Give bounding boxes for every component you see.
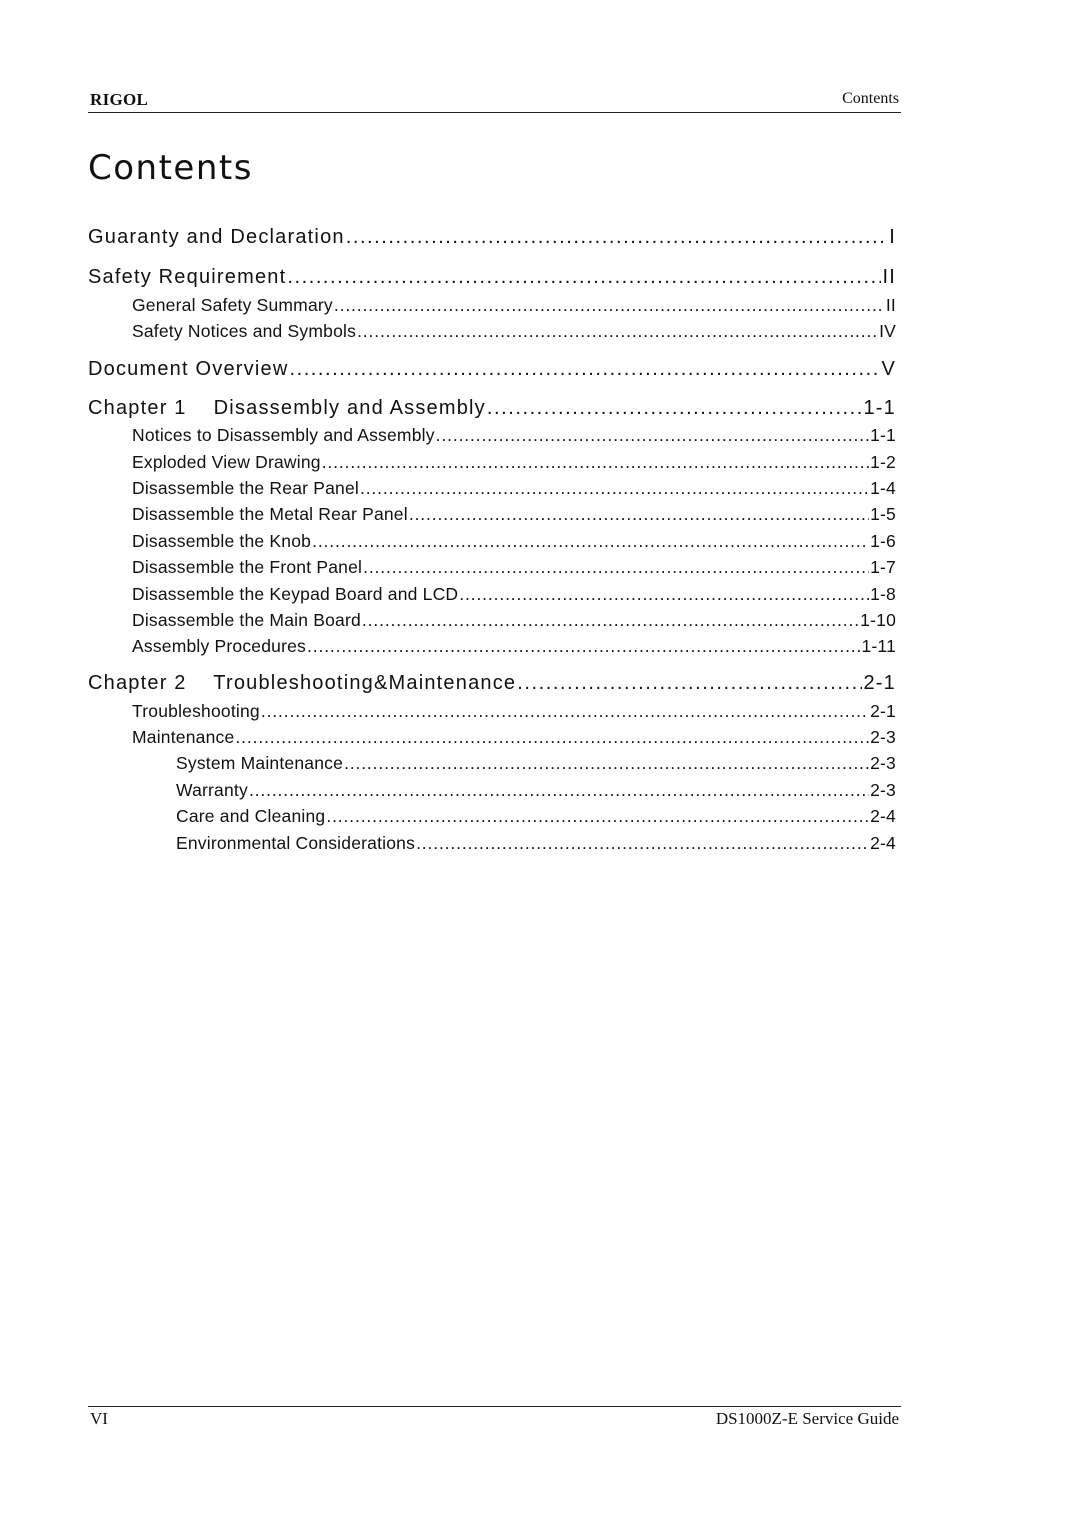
toc-entry-rear-panel[interactable] xyxy=(88,478,896,499)
toc-entry-page: 2-3 xyxy=(870,753,896,773)
toc-entry-front-panel[interactable] xyxy=(88,557,896,578)
toc-entry-knob[interactable] xyxy=(88,531,896,552)
page-title: Contents xyxy=(88,148,253,188)
toc-entry-document-overview[interactable] xyxy=(88,358,896,381)
toc-entry-title: Disassemble the Metal Rear Panel xyxy=(132,504,408,524)
toc-entry-page: 1-1 xyxy=(870,425,896,445)
toc-entry-maintenance[interactable] xyxy=(88,727,896,748)
toc-entry-title: Assembly Procedures xyxy=(132,636,307,656)
toc-entry-guaranty[interactable] xyxy=(88,226,896,249)
toc-entry-system-maintenance[interactable] xyxy=(88,753,896,774)
toc-entry-assembly-procedures[interactable] xyxy=(88,636,896,657)
toc-entry-title: Troubleshooting xyxy=(132,701,260,721)
toc-entry-title: Care and Cleaning xyxy=(176,806,326,826)
toc-entry-title: Exploded View Drawing xyxy=(132,452,321,472)
toc-entry-page: 2-3 xyxy=(870,727,896,747)
toc-entry-keypad-lcd[interactable] xyxy=(88,584,896,605)
toc-entry-troubleshooting[interactable] xyxy=(88,701,896,722)
toc-entry-title: Disassemble the Front Panel xyxy=(132,557,363,577)
toc-entry-page: 1-7 xyxy=(870,557,896,577)
toc-entry-title: Safety Notices and Symbols xyxy=(132,321,357,341)
toc-entry-notices[interactable] xyxy=(88,425,896,446)
toc-entry-title: Disassemble the Knob xyxy=(132,531,312,551)
toc-entry-main-board[interactable] xyxy=(88,610,896,631)
toc-entry-title: Document Overview xyxy=(88,358,289,380)
toc-entry-page: 2-1 xyxy=(870,701,896,721)
toc-entry-safety-requirement[interactable] xyxy=(88,266,896,289)
toc-entry-title: System Maintenance xyxy=(176,753,344,773)
toc-entry-page: 1-5 xyxy=(870,504,896,524)
toc-entry-page: 2-1 xyxy=(863,672,896,694)
toc-entry-title: Environmental Considerations xyxy=(176,833,416,853)
toc-entry-title: Notices to Disassembly and Assembly xyxy=(132,425,435,445)
toc-entry-title: Disassemble the Main Board xyxy=(132,610,361,630)
toc-entry-page: V xyxy=(881,358,896,380)
toc-entry-page: 1-11 xyxy=(861,636,896,656)
toc-entry-title: Chapter 2 Troubleshooting&Maintenance xyxy=(88,672,517,694)
header-section-title: Contents xyxy=(842,90,899,107)
toc-entry-page: 2-4 xyxy=(870,806,896,826)
brand-logo: RIGOL xyxy=(90,90,149,109)
toc-entry-title: Guaranty and Declaration xyxy=(88,226,345,248)
toc-entry-title: Disassemble the Keypad Board and LCD xyxy=(132,584,459,604)
toc-entry-page: II xyxy=(885,295,896,315)
toc-entry-title: Warranty xyxy=(176,780,248,800)
toc-entry-page: 2-4 xyxy=(870,833,896,853)
toc-entry-page: 1-1 xyxy=(863,397,896,419)
toc-entry-chapter-2[interactable] xyxy=(88,672,896,695)
toc-entry-exploded-view[interactable] xyxy=(88,452,896,473)
toc-entry-page: 1-4 xyxy=(870,478,896,498)
toc-entry-page: 1-2 xyxy=(870,452,896,472)
page-footer xyxy=(88,1406,901,1428)
toc-entry-page: 2-3 xyxy=(870,780,896,800)
toc-entry-chapter-1[interactable] xyxy=(88,397,896,420)
toc-entry-page: II xyxy=(882,266,896,288)
toc-entry-metal-rear-panel[interactable] xyxy=(88,504,896,525)
toc-entry-page: 1-6 xyxy=(870,531,896,551)
toc-entry-page: 1-8 xyxy=(870,584,896,604)
toc-entry-title: Safety Requirement xyxy=(88,266,287,288)
toc-entry-environmental[interactable] xyxy=(88,833,896,854)
toc-entry-title: Disassemble the Rear Panel xyxy=(132,478,359,498)
toc-entry-care-cleaning[interactable] xyxy=(88,806,896,827)
page-header xyxy=(88,88,901,113)
toc-entry-page: I xyxy=(889,226,896,248)
toc-entry-title: Maintenance xyxy=(132,727,235,747)
toc-entry-warranty[interactable] xyxy=(88,780,896,801)
footer-page-number: VI xyxy=(90,1409,108,1428)
footer-document-title: DS1000Z-E Service Guide xyxy=(715,1409,899,1428)
toc-entry-safety-notices[interactable] xyxy=(88,321,896,342)
toc-entry-page: 1-10 xyxy=(860,610,896,630)
toc-entry-title: Chapter 1 Disassembly and Assembly xyxy=(88,397,486,419)
toc-entry-general-safety-summary[interactable] xyxy=(88,295,896,316)
toc-entry-title: General Safety Summary xyxy=(132,295,333,315)
toc-entry-page: IV xyxy=(879,321,896,341)
